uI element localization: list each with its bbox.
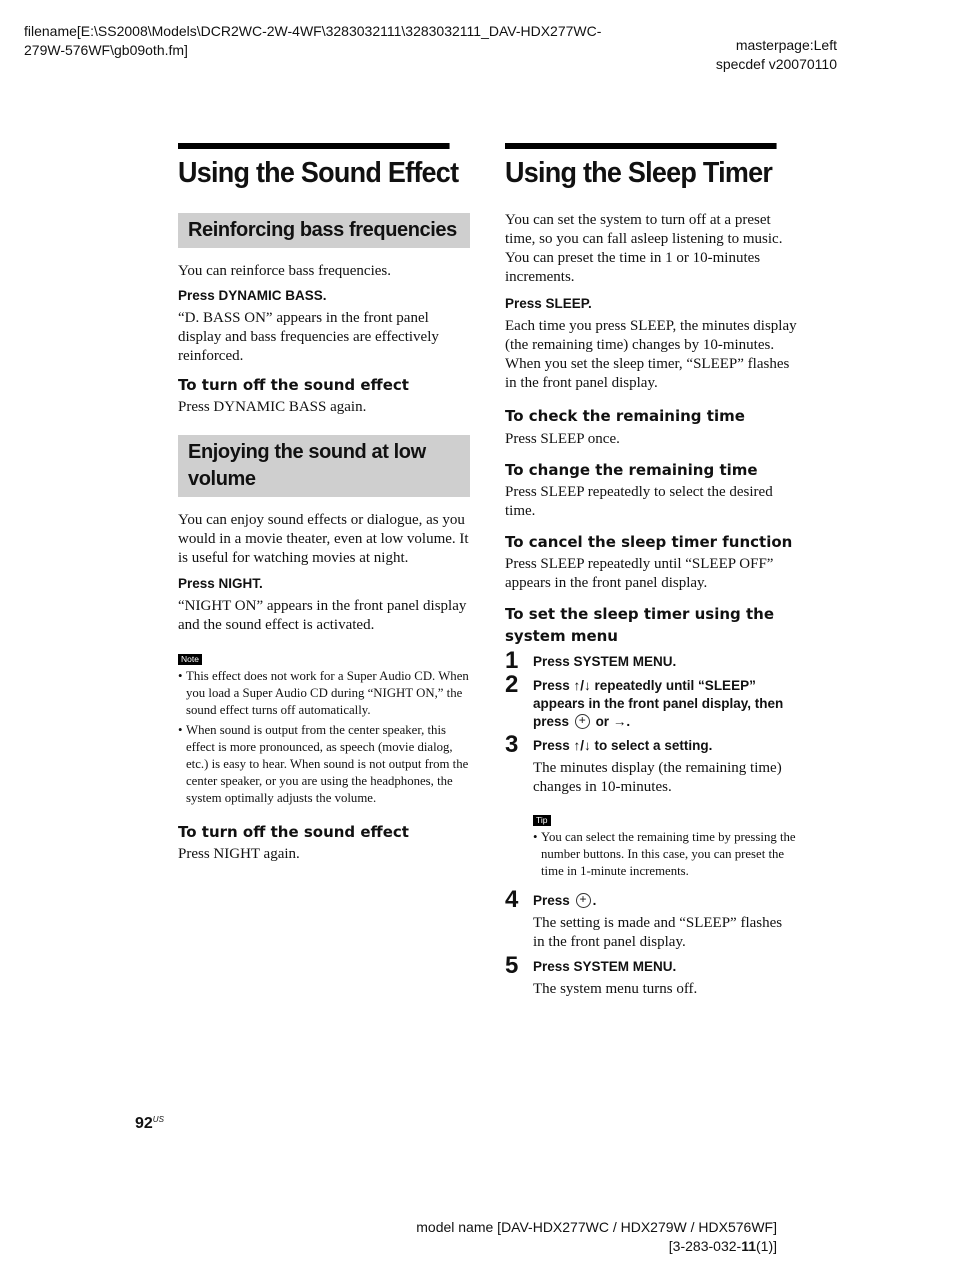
step-number: 4 bbox=[505, 886, 519, 913]
step-number: 1 bbox=[505, 647, 519, 674]
model-name: model name [DAV-HDX277WC / HDX279W / HDX576WF] bbox=[416, 1219, 777, 1235]
check-remaining-heading: To check the remaining time bbox=[505, 407, 745, 425]
sleep-intro: You can set the system to turn off at a preset time, so you can fall asleep listening to music. You can preset the time in 1 or 10-minutes increments. bbox=[505, 212, 783, 285]
bass-intro: You can reinforce bass frequencies. bbox=[178, 263, 391, 279]
bass-heading-text: Reinforcing bass frequencies bbox=[188, 219, 457, 241]
page-number bbox=[135, 1115, 164, 1133]
system-menu-heading: To set the sleep timer using the system menu bbox=[505, 605, 775, 645]
night-off-heading: To turn off the sound effect bbox=[178, 823, 409, 841]
sound-effect-column bbox=[178, 143, 470, 871]
step-4 bbox=[505, 886, 797, 952]
page-number-suffix: US bbox=[152, 1115, 164, 1124]
tip-list bbox=[533, 829, 797, 880]
night-intro: You can enjoy sound effects or dialogue, as you would in a movie theater, even at low volume. It is useful for watching movies at night. bbox=[178, 512, 469, 566]
note-list bbox=[178, 668, 470, 807]
step-4-period: . bbox=[592, 893, 597, 908]
sleep-timer-title: Using the Sleep Timer bbox=[505, 143, 777, 191]
part-code-prefix: [3-283-032- bbox=[668, 1238, 742, 1254]
night-press-instruction: Press NIGHT. bbox=[178, 576, 263, 591]
tip-label: Tip bbox=[533, 815, 551, 826]
enter-button-icon bbox=[575, 714, 590, 729]
night-heading-line-2: volume bbox=[188, 468, 256, 490]
filename-line-1: filename[E:\SS2008\Models\DCR2WC-2W-4WF\3283032111\3283032111_DAV-HDX277WC- bbox=[24, 23, 602, 39]
step-instruction bbox=[533, 677, 797, 731]
night-description: “NIGHT ON” appears in the front panel display and the sound effect is activated. bbox=[178, 598, 467, 633]
tip-item: • You can select the remaining time by pressing the number buttons. In this case, you can preset the time in 1-minute increments. bbox=[533, 829, 797, 880]
step-number: 2 bbox=[505, 671, 519, 698]
filename-line-2: 279W-576WF\gb09oth.fm] bbox=[24, 42, 188, 58]
part-code-bold: 11 bbox=[741, 1238, 756, 1254]
specdef-label: specdef v20070110 bbox=[715, 56, 837, 72]
night-section-heading bbox=[178, 435, 470, 497]
sleep-press-instruction: Press SLEEP. bbox=[505, 296, 592, 311]
sound-effect-title: Using the Sound Effect bbox=[178, 143, 450, 191]
bass-off-text: Press DYNAMIC BASS again. bbox=[178, 399, 367, 415]
step-3 bbox=[505, 731, 797, 880]
change-remaining-heading: To change the remaining time bbox=[505, 461, 758, 479]
step-instruction: Press ↑/↓ to select a setting. bbox=[533, 738, 713, 753]
filename-header bbox=[24, 22, 664, 60]
step-instruction bbox=[533, 892, 797, 910]
part-code bbox=[416, 1237, 777, 1256]
check-remaining-text: Press SLEEP once. bbox=[505, 431, 620, 447]
step-1 bbox=[505, 647, 797, 674]
bass-description: “D. BASS ON” appears in the front panel display and bass frequencies are effectively reinforced. bbox=[178, 310, 439, 364]
step-description: The minutes display (the remaining time) changes in 10-minutes. bbox=[533, 760, 782, 795]
sleep-description: Each time you press SLEEP, the minutes display (the remaining time) changes by 10-minutes. When you set the sleep timer, “SLEEP” flashes in the front panel display. bbox=[505, 318, 797, 391]
change-remaining-text: Press SLEEP repeatedly to select the desired time. bbox=[505, 484, 773, 519]
step-5 bbox=[505, 952, 797, 999]
step-4-text: Press bbox=[533, 893, 570, 908]
masterpage-label: masterpage:Left bbox=[735, 37, 837, 53]
step-description: The setting is made and “SLEEP” flashes in the front panel display. bbox=[533, 915, 783, 950]
note-item: • When sound is output from the center speaker, this effect is more pronounced, as speech (movie dialog, etc.) is easy to hear. When sound is not output from the center speaker, or you are using the headphones, the system optimally adjusts the volume. bbox=[178, 722, 470, 807]
note-item: • This effect does not work for a Super Audio CD. When you load a Super Audio CD during “NIGHT ON,” the sound effect turns off automatically. bbox=[178, 668, 470, 719]
night-heading-line-1: Enjoying the sound at low bbox=[188, 441, 426, 463]
note-label: Note bbox=[178, 654, 202, 665]
part-code-suffix: (1)] bbox=[756, 1238, 777, 1254]
step-2-text: Press ↑/↓ repeatedly until “SLEEP” appears in the front panel display, then press bbox=[533, 678, 784, 729]
cancel-timer-text: Press SLEEP repeatedly until “SLEEP OFF” appears in the front panel display. bbox=[505, 556, 774, 591]
step-2 bbox=[505, 671, 797, 731]
step-2-or-text: or →. bbox=[595, 714, 631, 729]
night-off-text: Press NIGHT again. bbox=[178, 846, 300, 862]
step-number: 3 bbox=[505, 731, 519, 758]
bass-section-heading bbox=[178, 213, 470, 248]
sleep-timer-column bbox=[505, 143, 797, 1003]
step-number: 5 bbox=[505, 952, 519, 979]
bass-off-heading: To turn off the sound effect bbox=[178, 376, 409, 394]
step-instruction: Press SYSTEM MENU. bbox=[533, 959, 677, 974]
step-description: The system menu turns off. bbox=[533, 981, 698, 997]
enter-button-icon bbox=[576, 893, 591, 908]
cancel-timer-heading: To cancel the sleep timer function bbox=[505, 533, 793, 551]
bass-press-instruction: Press DYNAMIC BASS. bbox=[178, 288, 327, 303]
model-footer bbox=[416, 1218, 777, 1256]
step-instruction: Press SYSTEM MENU. bbox=[533, 654, 677, 669]
page-number-value: 92 bbox=[135, 1115, 153, 1132]
masterpage-header bbox=[716, 36, 837, 74]
